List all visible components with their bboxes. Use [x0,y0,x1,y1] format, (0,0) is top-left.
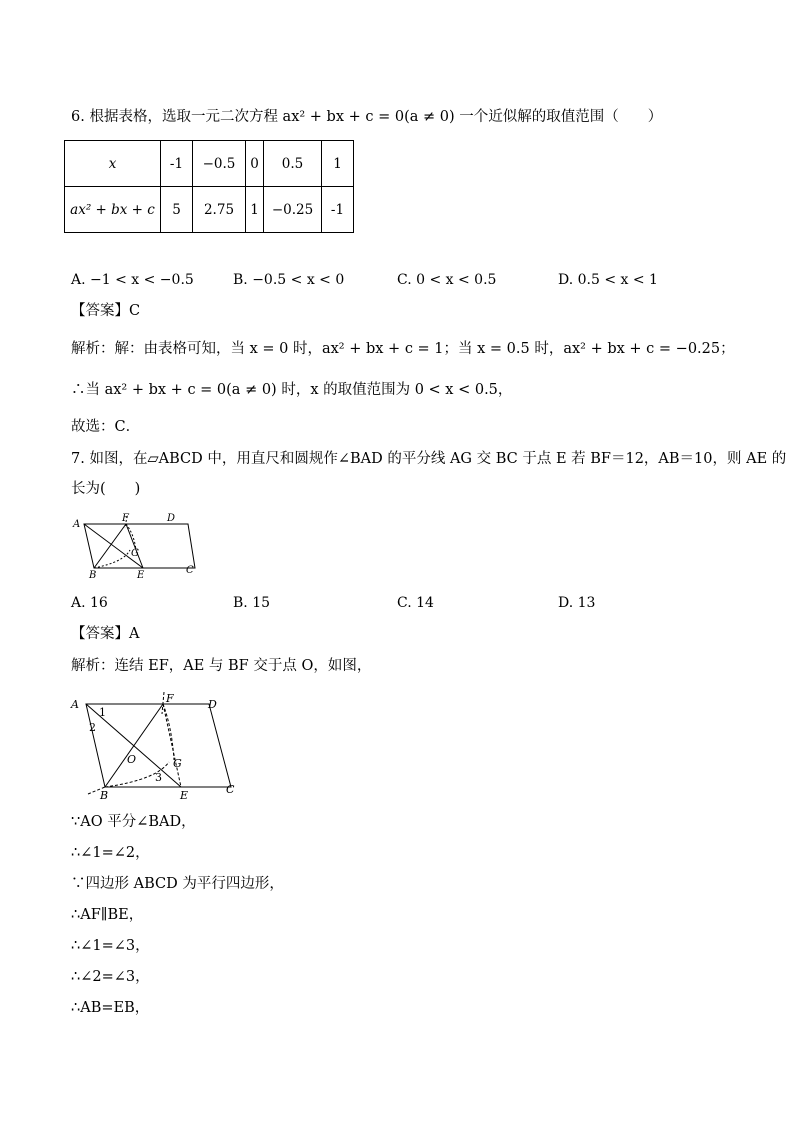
label-e: E [137,570,145,581]
table-cell: −0.5 [193,141,246,187]
label-c: C [186,565,194,576]
q6-value-table [64,140,354,233]
label-f: F [122,513,129,524]
label-c: C [226,783,235,796]
label-d: D [208,698,217,711]
label-e: E [180,789,189,802]
label-d: D [167,513,176,524]
label-b: B [100,789,109,802]
table-row [65,187,354,233]
q6-analysis-line-1: 解析：解：由表格可知，当 x = 0 时，ax² + bx + c = 1；当 x = 0.5 时，ax² + bx + c = −0.25； [71,341,735,357]
q7-option-d: D. 13 [558,595,596,611]
label-b: B [89,570,97,581]
q7-analysis-intro: 解析：连结 EF，AE 与 BF 交于点 O，如图， [71,658,372,674]
q7-answer: 【答案】A [71,626,140,642]
table-header-x: x [65,141,161,187]
label-a: A [73,519,81,530]
angle-label-3: 3 [155,771,162,784]
label-g: G [131,548,139,559]
q7-solution-figure [68,692,248,802]
angle-label-1: 1 [99,706,106,719]
q7-step-7: ∴AB=EB， [71,1000,150,1016]
q7-figure-parallelogram [68,510,208,580]
q6-option-a: A. −1 < x < −0.5 [71,272,194,288]
table-cell: -1 [322,187,354,233]
q6-stem: 6. 根据表格，选取一元二次方程 ax² + bx + c = 0(a ≠ 0) 一个近似解的取值范围（ ） [71,109,663,125]
table-cell: 0 [246,141,264,187]
q6-analysis-line-2: ∴当 ax² + bx + c = 0(a ≠ 0) 时，x 的取值范围为 0 < x < 0.5， [71,382,513,398]
q7-step-6: ∴∠2=∠3， [71,969,150,985]
q6-answer: 【答案】C [71,303,141,319]
label-a: A [71,698,79,711]
q7-stem-line-1: 7. 如图，在▱ABCD 中，用直尺和圆规作∠BAD 的平分线 AG 交 BC 于点 E 若 BF＝12，AB＝10，则 AE 的 [71,451,787,467]
table-header-expression: ax² + bx + c [65,187,161,233]
table-cell: -1 [161,141,193,187]
table-cell: 1 [322,141,354,187]
table-cell: −0.25 [264,187,322,233]
label-g: G [173,757,182,770]
q7-step-3: ∵四边形 ABCD 为平行四边形， [71,876,284,892]
q6-analysis-line-3: 故选：C． [71,419,141,435]
q7-stem-line-2: 长为( ) [71,481,141,497]
table-row [65,141,354,187]
q7-step-2: ∴∠1=∠2， [71,845,150,861]
table-cell: 2.75 [193,187,246,233]
q6-option-c: C. 0 < x < 0.5 [397,272,497,288]
q7-option-a: A. 16 [71,595,108,611]
label-o: O [127,753,137,766]
q7-step-1: ∵AO 平分∠BAD， [71,814,196,830]
q7-step-5: ∴∠1=∠3， [71,938,150,954]
q6-option-b: B. −0.5 < x < 0 [233,272,345,288]
q6-option-d: D. 0.5 < x < 1 [558,272,658,288]
table-cell: 1 [246,187,264,233]
table-cell: 5 [161,187,193,233]
q7-step-4: ∴AF∥BE， [71,907,144,923]
q7-option-b: B. 15 [233,595,271,611]
angle-label-2: 2 [89,721,96,734]
label-f: F [166,692,174,705]
table-cell: 0.5 [264,141,322,187]
q7-option-c: C. 14 [397,595,434,611]
